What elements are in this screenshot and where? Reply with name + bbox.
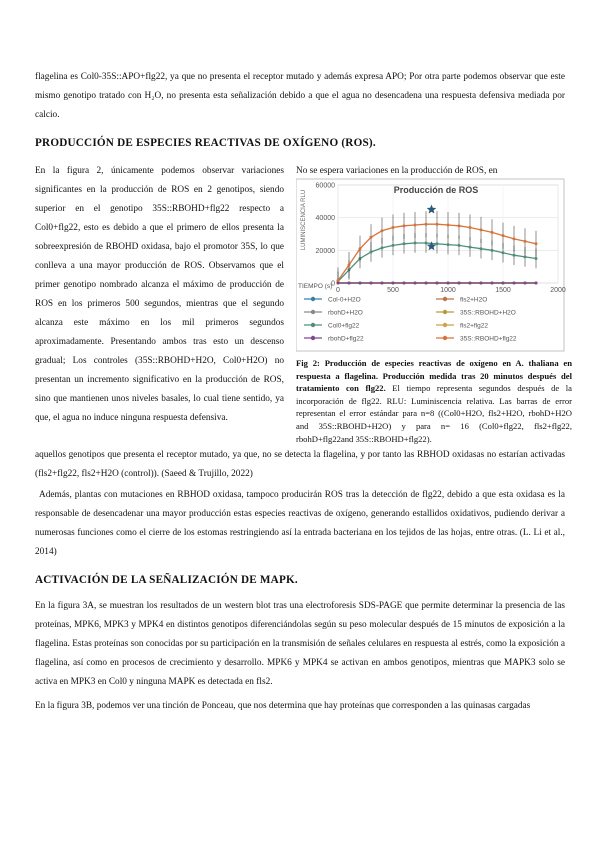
- legend-swatch-dot: [443, 323, 447, 327]
- data-point: [359, 247, 362, 250]
- data-point: [370, 236, 373, 239]
- data-point: [502, 282, 505, 285]
- data-point: [337, 279, 340, 282]
- data-point: [480, 228, 483, 231]
- data-point: [436, 282, 439, 285]
- data-point: [513, 237, 516, 240]
- data-point: [524, 240, 527, 243]
- chart-title: Producción de ROS: [393, 185, 479, 195]
- y-tick-label: 60000: [315, 182, 335, 190]
- paragraph-intro: flagelina es Col0-35S::APO+flg22, ya que no presenta el receptor mutado y además expresa APO; Por otra parte podemos observar que este mismo genotipo tratado con H₂O, no presenta esta señalización debido a que el agua no desencadena una respuesta defensiva mediada por calcio.: [35, 72, 565, 120]
- data-point: [535, 282, 538, 285]
- data-point: [502, 234, 505, 237]
- ros-chart: [296, 175, 568, 355]
- data-point: [524, 255, 527, 258]
- data-point: [381, 229, 384, 232]
- legend-label: rbohD+H2O: [328, 309, 363, 317]
- heading-mapk: ACTIVACIÓN DE LA SEÑALIZACIÓN DE MAPK.: [35, 574, 298, 586]
- data-point: [447, 282, 450, 285]
- paragraph-rbohd: Además, plantas con mutaciones en RBHOD oxidasa, tampoco producirán ROS tras la detección de flg22, debido a que esta oxidasa es la responsable de desencadenar una mayor producción estas especies reactivas de oxígeno, generando estallidos oxidativos, pudiendo derivar a numerosas funciones como el cierre de los estomas restringiendo así la entrada bacteriana en los tejidos de las hojas, entre otras. (L. Li et al., 2014): [35, 490, 565, 557]
- legend-swatch-dot: [311, 310, 315, 314]
- legend-swatch-dot: [443, 297, 447, 301]
- legend-label: 35S::RBOHD+flg22: [460, 335, 517, 343]
- figure-caption-label: Fig 2:: [296, 358, 320, 368]
- legend-label: rbohD+flg22: [328, 335, 364, 343]
- legend-swatch-dot: [311, 336, 315, 340]
- x-tick-label: 1000: [440, 287, 456, 294]
- data-point: [381, 246, 384, 249]
- data-point: [491, 249, 494, 252]
- data-point: [480, 282, 483, 285]
- data-point: [348, 282, 351, 285]
- legend-label: Col0+flg22: [328, 322, 360, 330]
- data-point: [436, 223, 439, 226]
- data-point: [359, 282, 362, 285]
- chart-xlabel: TIEMPO (s): [298, 283, 333, 290]
- data-point: [414, 241, 417, 244]
- chart-ylabel: LUMINISCENCIA RLU: [301, 189, 307, 251]
- data-point: [535, 242, 538, 245]
- paragraph-receptor: aquellos genotipos que presenta el receptor mutado, ya que, no se detecta la flagelina, y por tanto las RBHOD oxidasas no estarían activadas (fls2+flg22, fls2+H2O (control)). (Saeed & Trujillo, 2022): [35, 450, 565, 479]
- legend-swatch-dot: [311, 297, 315, 301]
- y-tick-label: 0: [331, 280, 335, 288]
- legend-swatch-dot: [443, 310, 447, 314]
- data-point: [524, 282, 527, 285]
- data-point: [491, 282, 494, 285]
- heading-ros: PRODUCCIÓN DE ESPECIES REACTIVAS DE OXÍGENO (ROS).: [35, 137, 376, 149]
- legend-label: fls2+flg22: [460, 322, 489, 330]
- data-point: [458, 244, 461, 247]
- data-point: [458, 282, 461, 285]
- figure-caption: [296, 357, 572, 445]
- paragraph-ponceau: En la figura 3B, podemos ver una tinción de Ponceau, que nos determina que hay proteínas que corresponden a las quinasas cargadas: [35, 701, 531, 711]
- legend-label: fls2+H2O: [460, 296, 488, 304]
- data-point: [425, 223, 428, 226]
- data-point: [381, 282, 384, 285]
- data-point: [469, 226, 472, 229]
- data-point: [414, 282, 417, 285]
- legend-label: Col-0+H2O: [328, 296, 361, 304]
- data-point: [469, 246, 472, 249]
- legend-label: 35S::RBOHD+H2O: [460, 309, 516, 317]
- data-point: [513, 254, 516, 257]
- data-point: [348, 264, 351, 267]
- data-point: [403, 282, 406, 285]
- data-point: [370, 250, 373, 253]
- data-point: [403, 242, 406, 245]
- paragraph-western-blot: En la figura 3A, se muestran los resultados de un western blot tras una electroforesis SDS-PAGE que permite determinar la presencia de las proteínas, MPK6, MPK3 y MPK4 en distintos genotipos diferenciándolas según su peso molecular después de 15 minutos de exposición a la flagelina. Estas proteínas son conocidas por su participación en la transmisión de señales celulares en respuesta al estrés, como la exposición a flagelina, así como en procesos de crecimiento y desarrollo. MPK6 y MPK4 se activan en ambos genotipos, mientras que MAPK3 solo se activa en MPK3 en Col0 y ninguna MAPK es detectada en fls2.: [35, 601, 565, 687]
- x-tick-label: 1500: [495, 287, 511, 294]
- data-point: [480, 247, 483, 250]
- figure-caption-rest: El tiempo representa segundos después de la incorporación de flg22. RLU: Luminiscencia relativa. Las barras de error representan el error estándar para n=8 ((Col0+H2O, fls2+H2O, rbohD+H2O and 35S::RBOHD+H2O) y para n= 16 (Col0+flg22, fls2+flg22, rbohD+flg22and 35S::RBOHD+flg22).: [296, 383, 572, 444]
- data-point: [414, 224, 417, 227]
- data-point: [392, 244, 395, 247]
- y-tick-label: 40000: [315, 215, 335, 223]
- data-point: [458, 224, 461, 227]
- legend-swatch-dot: [311, 323, 315, 327]
- data-point: [447, 243, 450, 246]
- figure-caption-bold: Producción de especies reactivas de oxígeno en A. thaliana en respuesta a flagelina. Producción medida tras 20 minutos después del tratamiento con flg22.: [296, 358, 573, 394]
- legend-swatch-dot: [443, 336, 447, 340]
- paragraph-ros-left: En la figura 2, únicamente podemos observar variaciones significantes en la producción de ROS en 2 genotipos, siendo superior en el genotipo 35S::RBOHD+flg22 respecto a Col0+flg22, esto es debido a que el primero de ellos presenta la sobreexpresión de RBOHD oxidasa, bajo el promotor 35S, lo que conlleva a una mayor producción de ROS. Observamos que el primer genotipo nombrado alcanza el máximo de producción de ROS en los primeros 500 segundos, mientras que el segundo alcanza este máximo en los mil primeros segundos aproximadamente. Presentando ambos tras esto un descenso gradual; Los controles (35S::RBOHD+H2O, Col0+H2O) no presentan un incremento significativo en la producción de ROS, sino que mantienen unos niveles basales, lo cual tiene sentido, ya que, el agua no induce ninguna respuesta defensiva.: [35, 166, 284, 423]
- data-point: [469, 282, 472, 285]
- data-point: [425, 282, 428, 285]
- y-tick-label: 20000: [315, 247, 335, 255]
- data-point: [535, 257, 538, 260]
- data-point: [425, 241, 428, 244]
- data-point: [392, 282, 395, 285]
- x-tick-label: 0: [336, 287, 340, 294]
- data-point: [447, 224, 450, 227]
- data-point: [491, 231, 494, 234]
- data-point: [502, 251, 505, 254]
- data-point: [513, 282, 516, 285]
- data-point: [392, 226, 395, 229]
- data-point: [370, 282, 373, 285]
- x-tick-label: 2000: [550, 287, 566, 294]
- x-tick-label: 500: [387, 287, 399, 294]
- data-point: [403, 224, 406, 227]
- paragraph-ros-right: No se espera variaciones en la producción de ROS, en: [296, 166, 498, 176]
